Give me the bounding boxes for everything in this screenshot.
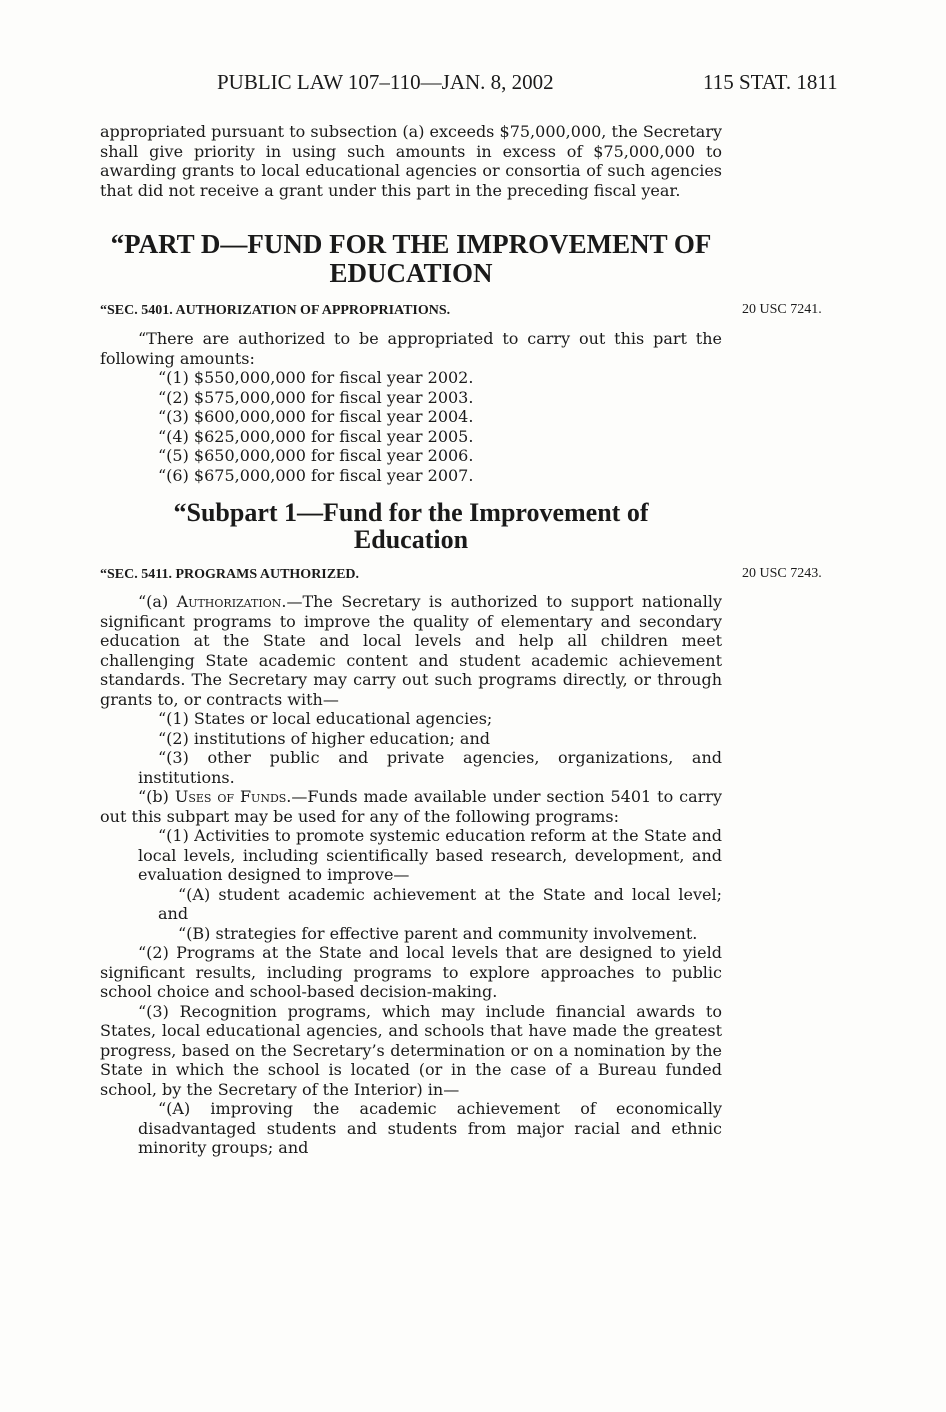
- list-item: “(1) States or local educational agencies;: [158, 709, 493, 728]
- list-item: “(2) $575,000,000 for fiscal year 2003.: [158, 387, 474, 407]
- list-item: “(3) other public and private agencies, organizations, and institutions.: [138, 748, 722, 787]
- subsection-b: [100, 787, 722, 826]
- appropriations-list: [100, 368, 722, 485]
- running-header: PUBLIC LAW 107–110—JAN. 8, 2002: [217, 70, 554, 94]
- intro-paragraph: appropriated pursuant to subsection (a) exceeds $75,000,000, the Secretary shall give priority in using such amounts in excess of $75,000,000 to awarding grants to local educational agencies or consortia of such agencies that did not receive a grant under this part in the preceding fiscal year.: [100, 122, 722, 200]
- margin-note: 20 USC 7241.: [742, 302, 822, 317]
- paragraph-b1: “(1) Activities to promote systemic education reform at the State and local levels, including scientifically based research, development, and evaluation designed to improve—: [138, 826, 722, 884]
- subpart-heading-line: Education: [353, 525, 469, 554]
- paragraph-b1a: “(A) student academic achievement at the State and local level; and: [158, 884, 722, 923]
- label: “(b): [138, 787, 175, 806]
- list-item: “(4) $625,000,000 for fiscal year 2005.: [158, 426, 474, 446]
- label: “(a): [138, 592, 177, 611]
- list-item: “(3) $600,000,000 for fiscal year 2004.: [158, 407, 474, 426]
- subsection-text: —Funds made available under section 5401 to carry out this subpart may be used for any of the following programs:: [100, 787, 722, 826]
- section-5401: [100, 302, 722, 485]
- section-text: “There are authorized to be appropriated to carry out this part the following amounts:: [100, 329, 722, 368]
- subpart-1-heading: [100, 499, 722, 553]
- part-d-heading: [100, 230, 722, 288]
- part-heading-line: EDUCATION: [329, 258, 493, 288]
- section-title: “SEC. 5401. AUTHORIZATION OF APPROPRIATIONS.: [100, 303, 451, 318]
- section-5411: [100, 566, 722, 1158]
- list-item: “(2) institutions of higher education; and: [158, 728, 490, 748]
- paragraph-b1b: “(B) strategies for effective parent and community involvement.: [178, 923, 698, 943]
- subsection-text: —The Secretary is authorized to support nationally significant programs to improve the quality of elementary and secondary education at the State and local levels and help all children meet challenging State academic content and student academic achievement standards. The Secretary may carry out such programs directly, or through grants to, or contracts with—: [100, 592, 722, 709]
- subsection-heading: Uses of Funds.: [174, 787, 292, 806]
- paragraph-b3: “(3) Recognition programs, which may include financial awards to States, local educational agencies, and schools that have made the greatest progress, based on the Secretary’s determination or on a nomination by the State in which the school is located (or in the case of a Bureau funded school, by the Secretary of the Interior) in—: [100, 1001, 722, 1099]
- section-title: “SEC. 5411. PROGRAMS AUTHORIZED.: [100, 567, 360, 582]
- intro-block: [100, 122, 722, 200]
- paragraph-b3a: “(A) improving the academic achievement of economically disadvantaged students and students from major racial and ethnic minority groups; and: [138, 1099, 722, 1157]
- list-item: “(6) $675,000,000 for fiscal year 2007.: [158, 465, 474, 485]
- list-item: “(5) $650,000,000 for fiscal year 2006.: [158, 446, 474, 465]
- subsection-heading: Authorization.: [176, 592, 287, 611]
- page-number: 115 STAT. 1811: [703, 70, 838, 94]
- subpart-heading-line: “Subpart 1—Fund for the Improvement of: [173, 498, 649, 527]
- part-heading-line: “PART D—FUND FOR THE IMPROVEMENT OF: [110, 229, 712, 259]
- paragraph-b2: “(2) Programs at the State and local levels that are designed to yield significant results, including programs to explore approaches to public school choice and school-based decision-making.: [100, 943, 722, 1001]
- list-item: “(1) $550,000,000 for fiscal year 2002.: [158, 368, 474, 387]
- margin-note: 20 USC 7243.: [742, 566, 822, 581]
- subsection-a: [100, 592, 722, 709]
